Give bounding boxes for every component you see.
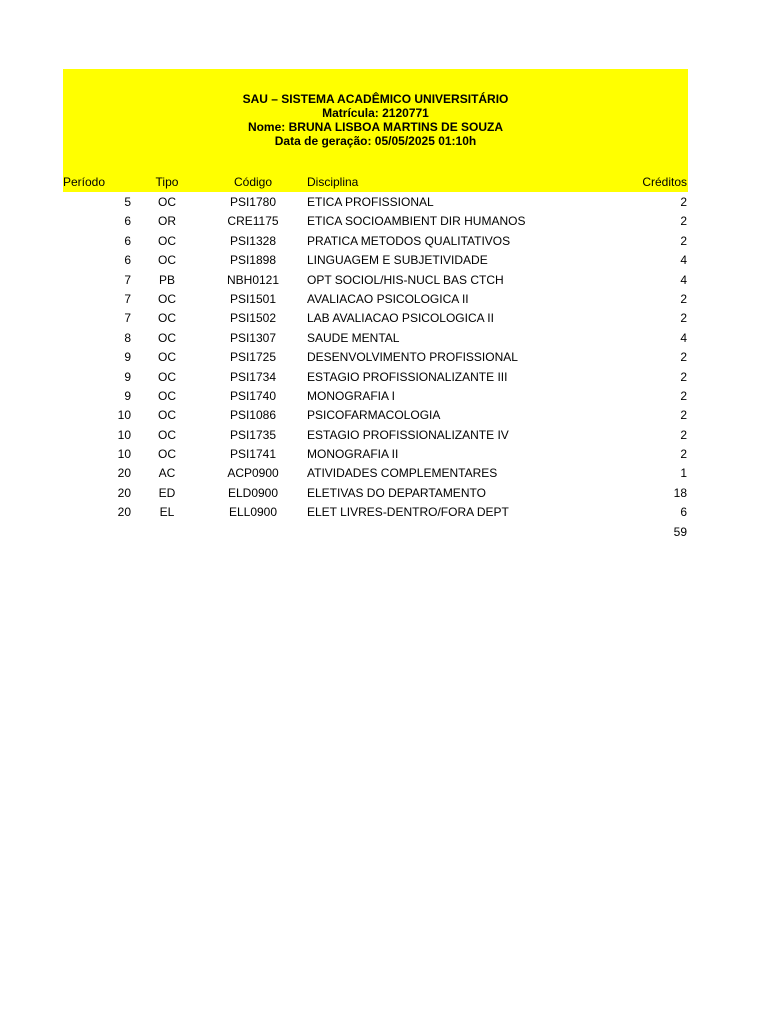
cell-periodo: 10 xyxy=(117,447,131,462)
cell-codigo: PSI1734 xyxy=(229,369,277,384)
cell-tipo: OR xyxy=(158,214,176,229)
total-row xyxy=(63,524,688,544)
cell-periodo: 7 xyxy=(124,311,131,326)
cell-codigo: CRE1175 xyxy=(227,214,279,229)
cell-codigo: ELL0900 xyxy=(228,505,278,520)
cell-creditos: 2 xyxy=(680,233,687,248)
cell-codigo: ACP0900 xyxy=(227,466,279,481)
cell-codigo: PSI1725 xyxy=(229,350,277,365)
cell-disciplina: ELET LIVRES-DENTRO/FORA DEPT xyxy=(307,505,509,520)
cell-tipo: OC xyxy=(158,350,176,365)
table-row xyxy=(63,485,688,504)
table-row xyxy=(63,465,688,484)
table-row xyxy=(63,272,688,291)
cell-disciplina: ELETIVAS DO DEPARTAMENTO xyxy=(307,485,486,500)
column-headers xyxy=(63,175,688,191)
system-title: SAU – SISTEMA ACADÊMICO UNIVERSITÁRIO xyxy=(242,92,509,106)
cell-creditos: 2 xyxy=(680,311,687,326)
title-block xyxy=(63,92,688,148)
cell-creditos: 6 xyxy=(680,505,687,520)
cell-disciplina: DESENVOLVIMENTO PROFISSIONAL xyxy=(307,350,518,365)
cell-creditos: 2 xyxy=(680,408,687,423)
cell-tipo: OC xyxy=(158,311,176,326)
table-row xyxy=(63,388,688,407)
cell-periodo: 9 xyxy=(124,350,131,365)
cell-creditos: 2 xyxy=(680,214,687,229)
cell-tipo: OC xyxy=(158,233,176,248)
cell-codigo: PSI1501 xyxy=(229,291,277,306)
cell-codigo: ELD0900 xyxy=(227,485,279,500)
table-row xyxy=(63,291,688,310)
cell-codigo: PSI1086 xyxy=(229,408,277,423)
cell-periodo: 20 xyxy=(117,466,131,481)
cell-disciplina: ETICA PROFISSIONAL xyxy=(307,195,434,209)
cell-creditos: 4 xyxy=(680,330,687,345)
table-body xyxy=(63,194,688,544)
cell-periodo: 6 xyxy=(124,233,131,248)
table-row xyxy=(63,369,688,388)
cell-creditos: 2 xyxy=(680,427,687,442)
cell-disciplina: PRATICA METODOS QUALITATIVOS xyxy=(307,233,511,248)
cell-creditos: 2 xyxy=(680,388,687,403)
cell-periodo: 10 xyxy=(117,408,131,423)
cell-tipo: OC xyxy=(158,447,176,462)
generation-date-line: Data de geração: 05/05/2025 01:10h xyxy=(274,134,477,148)
table-row xyxy=(63,427,688,446)
cell-creditos: 2 xyxy=(680,369,687,384)
cell-codigo: PSI1740 xyxy=(229,388,277,403)
cell-creditos: 4 xyxy=(680,253,687,268)
cell-periodo: 6 xyxy=(124,253,131,268)
cell-creditos: 18 xyxy=(673,485,687,500)
cell-periodo: 7 xyxy=(124,291,131,306)
table-row xyxy=(63,252,688,271)
cell-codigo: PSI1307 xyxy=(229,330,277,345)
cell-periodo: 7 xyxy=(124,272,131,287)
cell-periodo: 9 xyxy=(124,388,131,403)
table-row xyxy=(63,446,688,465)
cell-disciplina: ATIVIDADES COMPLEMENTARES xyxy=(307,466,498,481)
cell-periodo: 20 xyxy=(117,485,131,500)
cell-periodo: 20 xyxy=(117,505,131,520)
table-row xyxy=(63,310,688,329)
column-header-disciplina: Disciplina xyxy=(307,175,359,189)
column-header-periodo: Período xyxy=(63,175,106,189)
cell-tipo: OC xyxy=(158,253,176,268)
cell-disciplina: ESTAGIO PROFISSIONALIZANTE IV xyxy=(307,427,509,442)
cell-disciplina: SAUDE MENTAL xyxy=(307,330,400,345)
cell-tipo: OC xyxy=(158,195,176,209)
cell-codigo: PSI1735 xyxy=(229,427,277,442)
cell-codigo: PSI1898 xyxy=(229,253,277,268)
column-header-creditos: Créditos xyxy=(642,175,687,189)
cell-disciplina: PSICOFARMACOLOGIA xyxy=(307,408,441,423)
cell-disciplina: ESTAGIO PROFISSIONALIZANTE III xyxy=(307,369,508,384)
cell-tipo: AC xyxy=(158,466,176,481)
cell-codigo: PSI1502 xyxy=(229,311,277,326)
column-header-codigo: Código xyxy=(233,175,273,189)
cell-tipo: OC xyxy=(158,427,176,442)
cell-creditos: 2 xyxy=(680,447,687,462)
cell-disciplina: ETICA SOCIOAMBIENT DIR HUMANOS xyxy=(307,214,526,229)
cell-periodo: 10 xyxy=(117,427,131,442)
cell-tipo: EL xyxy=(159,505,175,520)
table-row xyxy=(63,504,688,523)
report-header xyxy=(63,69,688,192)
cell-tipo: OC xyxy=(158,388,176,403)
spreadsheet-sheet xyxy=(63,69,688,539)
table-row xyxy=(63,407,688,426)
cell-disciplina: LAB AVALIACAO PSICOLOGICA II xyxy=(307,311,494,326)
cell-creditos: 4 xyxy=(680,272,687,287)
cell-disciplina: AVALIACAO PSICOLOGICA II xyxy=(307,291,469,306)
cell-periodo: 9 xyxy=(124,369,131,384)
student-name-line: Nome: BRUNA LISBOA MARTINS DE SOUZA xyxy=(247,120,504,134)
cell-periodo: 5 xyxy=(124,195,131,209)
table-row xyxy=(63,194,688,213)
cell-tipo: OC xyxy=(158,291,176,306)
cell-codigo: PSI1780 xyxy=(229,195,277,209)
cell-tipo: OC xyxy=(158,369,176,384)
cell-periodo: 6 xyxy=(124,214,131,229)
cell-creditos: 1 xyxy=(680,466,687,481)
cell-tipo: PB xyxy=(158,272,175,287)
cell-codigo: PSI1741 xyxy=(229,447,277,462)
table-row xyxy=(63,349,688,368)
cell-codigo: NBH0121 xyxy=(226,272,280,287)
cell-disciplina: MONOGRAFIA I xyxy=(307,388,396,403)
cell-disciplina: LINGUAGEM E SUBJETIVIDADE xyxy=(307,253,488,268)
table-row xyxy=(63,330,688,349)
cell-creditos: 2 xyxy=(680,350,687,365)
cell-disciplina: MONOGRAFIA II xyxy=(307,447,399,462)
total-creditos: 59 xyxy=(673,524,687,539)
table-row xyxy=(63,233,688,252)
column-header-tipo: Tipo xyxy=(155,175,179,189)
cell-tipo: OC xyxy=(158,408,176,423)
cell-codigo: PSI1328 xyxy=(229,233,277,248)
cell-creditos: 2 xyxy=(680,291,687,306)
matricula-line: Matrícula: 2120771 xyxy=(322,106,429,120)
table-row xyxy=(63,213,688,232)
cell-creditos: 2 xyxy=(680,195,687,209)
cell-periodo: 8 xyxy=(124,330,131,345)
cell-tipo: OC xyxy=(158,330,176,345)
cell-tipo: ED xyxy=(158,485,176,500)
cell-disciplina: OPT SOCIOL/HIS-NUCL BAS CTCH xyxy=(307,272,504,287)
